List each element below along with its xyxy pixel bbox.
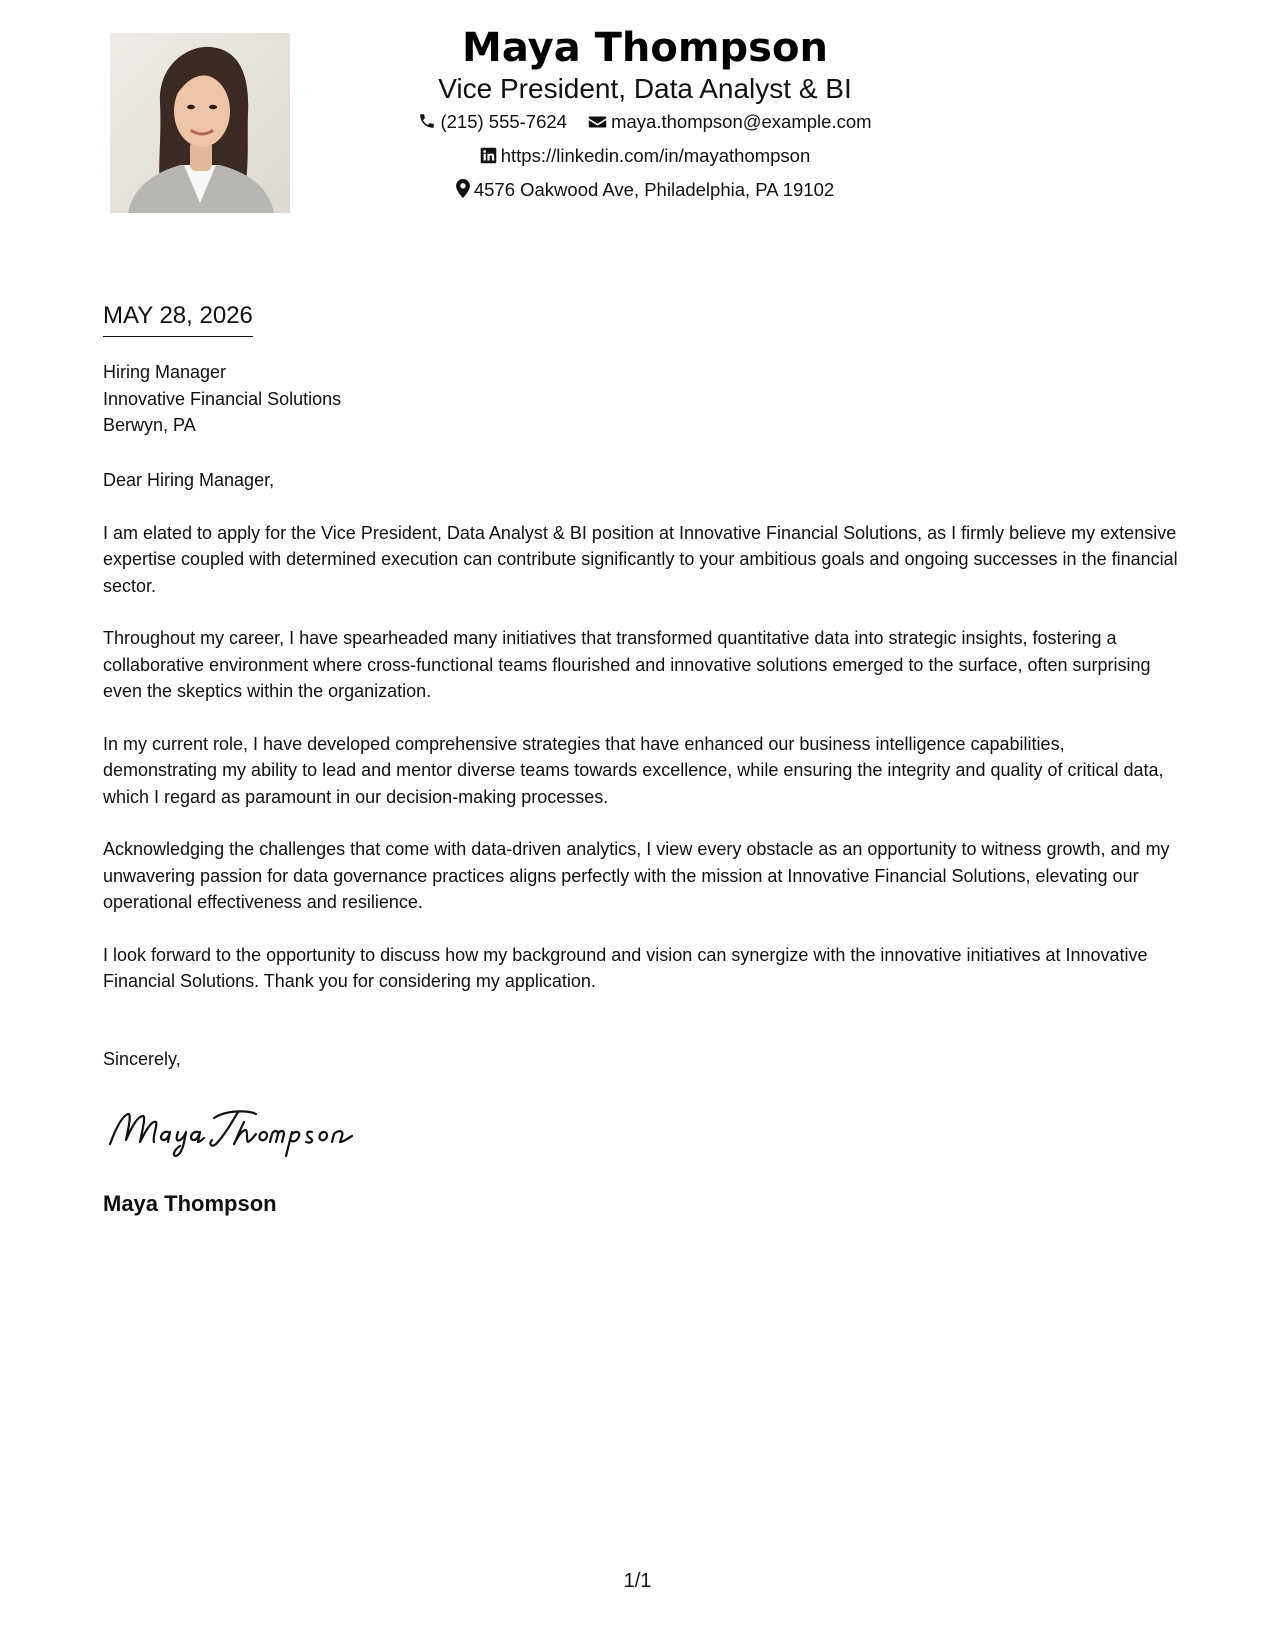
page-number: 1/1 <box>623 1570 652 1592</box>
resume-header <box>340 22 950 208</box>
body-paragraph: I am elated to apply for the Vice President, Data Analyst & BI position at Innovative Financial Solutions, as I firmly believe my extensive expertise coupled with determined execution can contribute significantly to your ambitious goals and ongoing successes in the financial sector. <box>103 522 1178 596</box>
body-paragraph: Acknowledging the challenges that come with data-driven analytics, I view every obstacle as an opportunity to witness growth, and my unwavering passion for data governance practices aligns perfectly with the mission at Innovative Financial Solutions, elevating our operational effectiveness and resilience. <box>103 839 1170 912</box>
applicant-title: Vice President, Data Analyst & BI <box>438 73 852 104</box>
linkedin-text: https://linkedin.com/in/mayathompson <box>500 145 811 166</box>
envelope-icon <box>588 108 607 140</box>
letter-body <box>103 467 1183 1021</box>
phone-text: (215) 555-7624 <box>440 111 567 132</box>
phone-contact[interactable] <box>418 106 567 140</box>
recipient-line: Hiring Manager <box>103 362 227 382</box>
profile-photo <box>110 33 290 213</box>
body-paragraph: I look forward to the opportunity to discuss how my background and vision can synergize with the innovative initiatives at Innovative Financial Solutions. Thank you for considering my application. <box>103 944 1148 991</box>
address-text: 4576 Oakwood Ave, Philadelphia, PA 19102 <box>473 179 835 200</box>
letter-date: MAY 28, 2026 <box>103 298 253 337</box>
email-text: maya.thompson@example.com <box>611 111 872 132</box>
contact-row-address <box>340 174 950 208</box>
body-paragraph: In my current role, I have developed comprehensive strategies that have enhanced our business intelligence capabilities, demonstrating my ability to lead and mentor diverse teams towards excellence, while ensuring the integrity and quality of critical data, which I regard as paramount in our decision-making processes. <box>103 733 1164 807</box>
linkedin-icon <box>480 142 497 174</box>
recipient-block <box>103 359 341 439</box>
contact-row-linkedin <box>340 140 950 174</box>
recipient-line: Innovative Financial Solutions <box>103 388 342 409</box>
closing: Sincerely, <box>103 1049 181 1069</box>
address-contact <box>456 174 834 208</box>
body-paragraph: Throughout my career, I have spearheaded many initiatives that transformed quantitative data into strategic insights, fostering a collaborative environment where cross-functional teams flourished and innovative solutions emerged to the surface, often surprising even the skeptics within the organization. <box>103 628 1151 701</box>
contact-row-phone-email <box>340 106 950 140</box>
recipient-line: Berwyn, PA <box>103 415 196 435</box>
handwritten-signature <box>106 1100 366 1160</box>
map-pin-icon <box>456 176 470 208</box>
email-contact[interactable] <box>588 106 871 140</box>
linkedin-contact[interactable] <box>480 140 811 174</box>
signed-name: Maya Thompson <box>103 1191 277 1216</box>
greeting: Dear Hiring Manager, <box>103 470 275 490</box>
phone-icon <box>418 108 436 140</box>
applicant-name: Maya Thompson <box>462 25 828 71</box>
